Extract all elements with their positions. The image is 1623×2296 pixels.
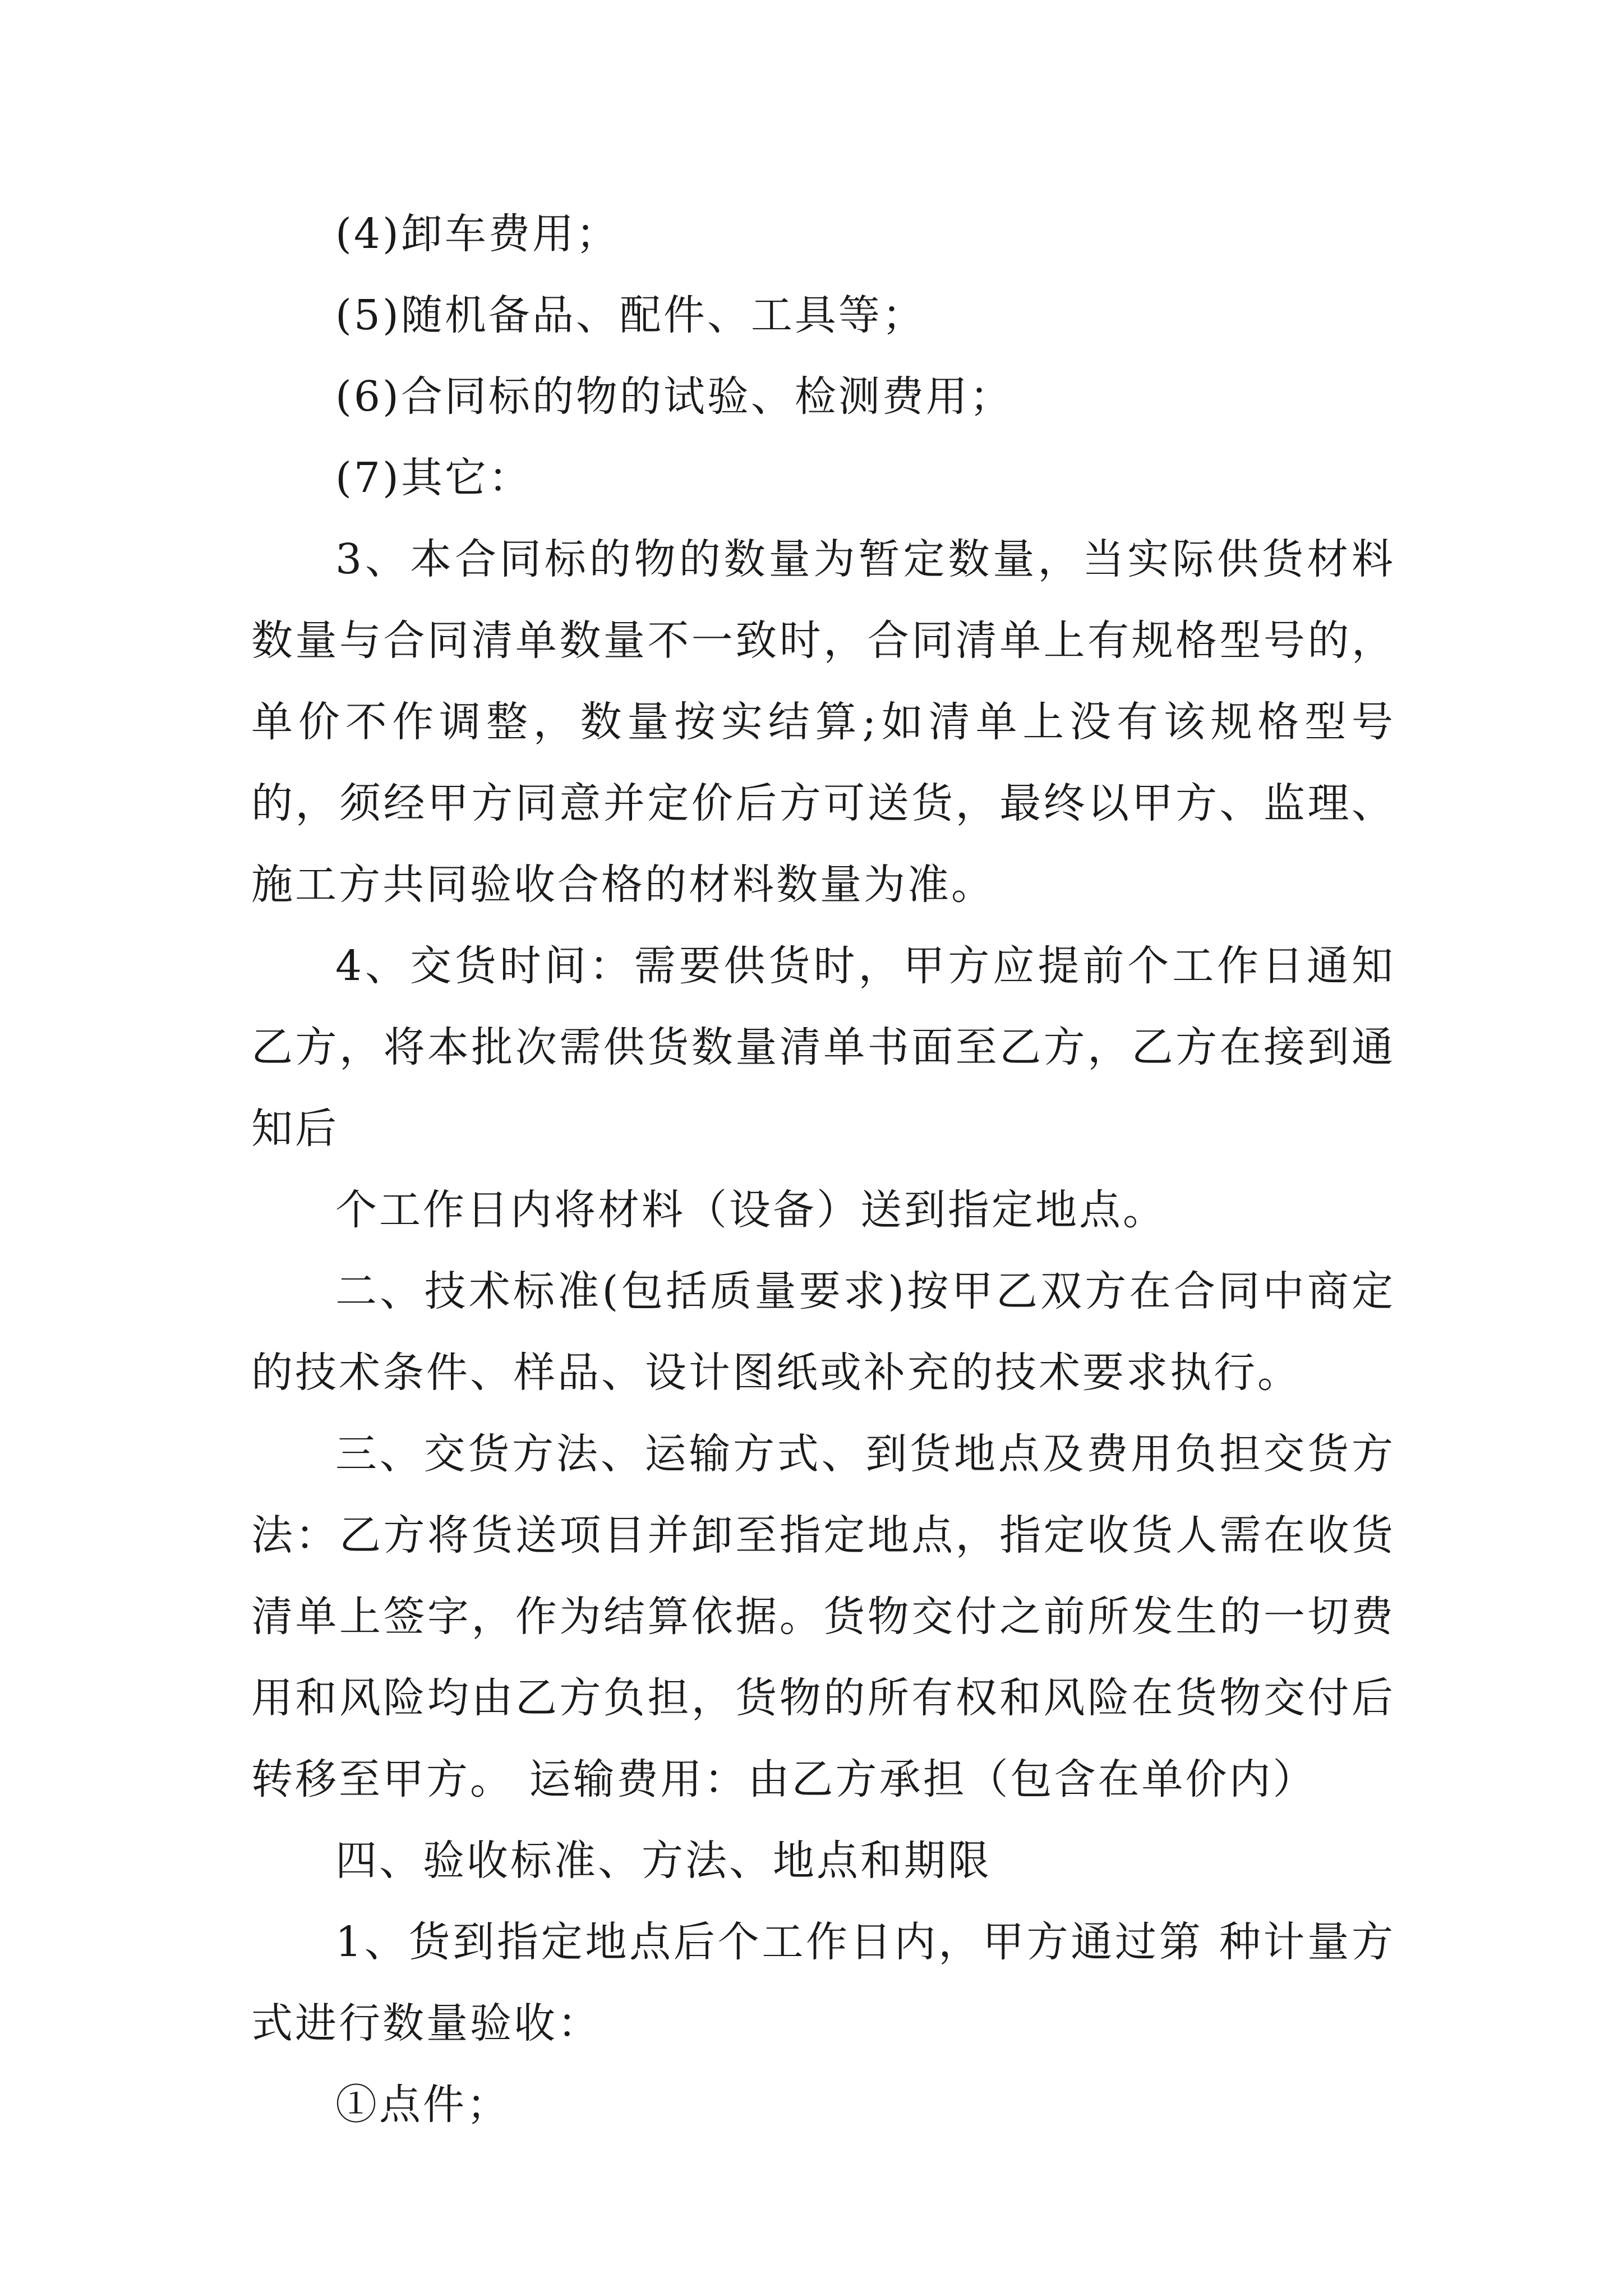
paragraph-delivery-days: 个工作日内将材料（设备）送到指定地点。	[335, 1186, 1166, 1234]
list-item-count-pieces: ①点件；	[335, 2081, 510, 2129]
paragraph-spare-parts: (5)随机备品、配件、工具等；	[335, 291, 926, 339]
paragraph-delivery-method: 三、交货方法、运输方式、到货地点及费用负担交货方法：乙方将货送项目并卸至指定地点，指定收货人需在收货清单上签字，作为结算依据。货物交付之前所发生的一切费用和风险均由乙方负担，货物的所有权和风险在货物交付后转移至甲方。 运输费用：由乙方承担（包含在单价内）	[251, 1430, 1395, 1803]
document-body	[251, 194, 1395, 2146]
paragraph-quantity-clause: 3、本合同标的物的数量为暂定数量，当实际供货材料数量与合同清单数量不一致时，合同清单上有规格型号的，单价不作调整，数量按实结算;如清单上没有该规格型号的，须经甲方同意并定价后方可送货，最终以甲方、监理、施工方共同验收合格的材料数量为准。	[251, 535, 1395, 909]
paragraph-unloading-fee: (4)卸车费用；	[335, 210, 620, 258]
paragraph-technical-standard: 二、技术标准(包括质量要求)按甲乙双方在合同中商定的技术条件、样品、设计图纸或补充的技术要求执行。	[251, 1267, 1395, 1397]
paragraph-testing-fee: (6)合同标的物的试验、检测费用；	[335, 372, 1013, 421]
paragraph-delivery-time: 4、交货时间：需要供货时，甲方应提前个工作日通知乙方，将本批次需供货数量清单书面至乙方，乙方在接到通知后	[251, 942, 1395, 1153]
paragraph-acceptance-method: 1、货到指定地点后个工作日内，甲方通过第 种计量方式进行数量验收：	[251, 1918, 1395, 2047]
section-heading-acceptance: 四、验收标准、方法、地点和期限	[335, 1837, 992, 1885]
paragraph-other: (7)其它：	[335, 454, 532, 502]
